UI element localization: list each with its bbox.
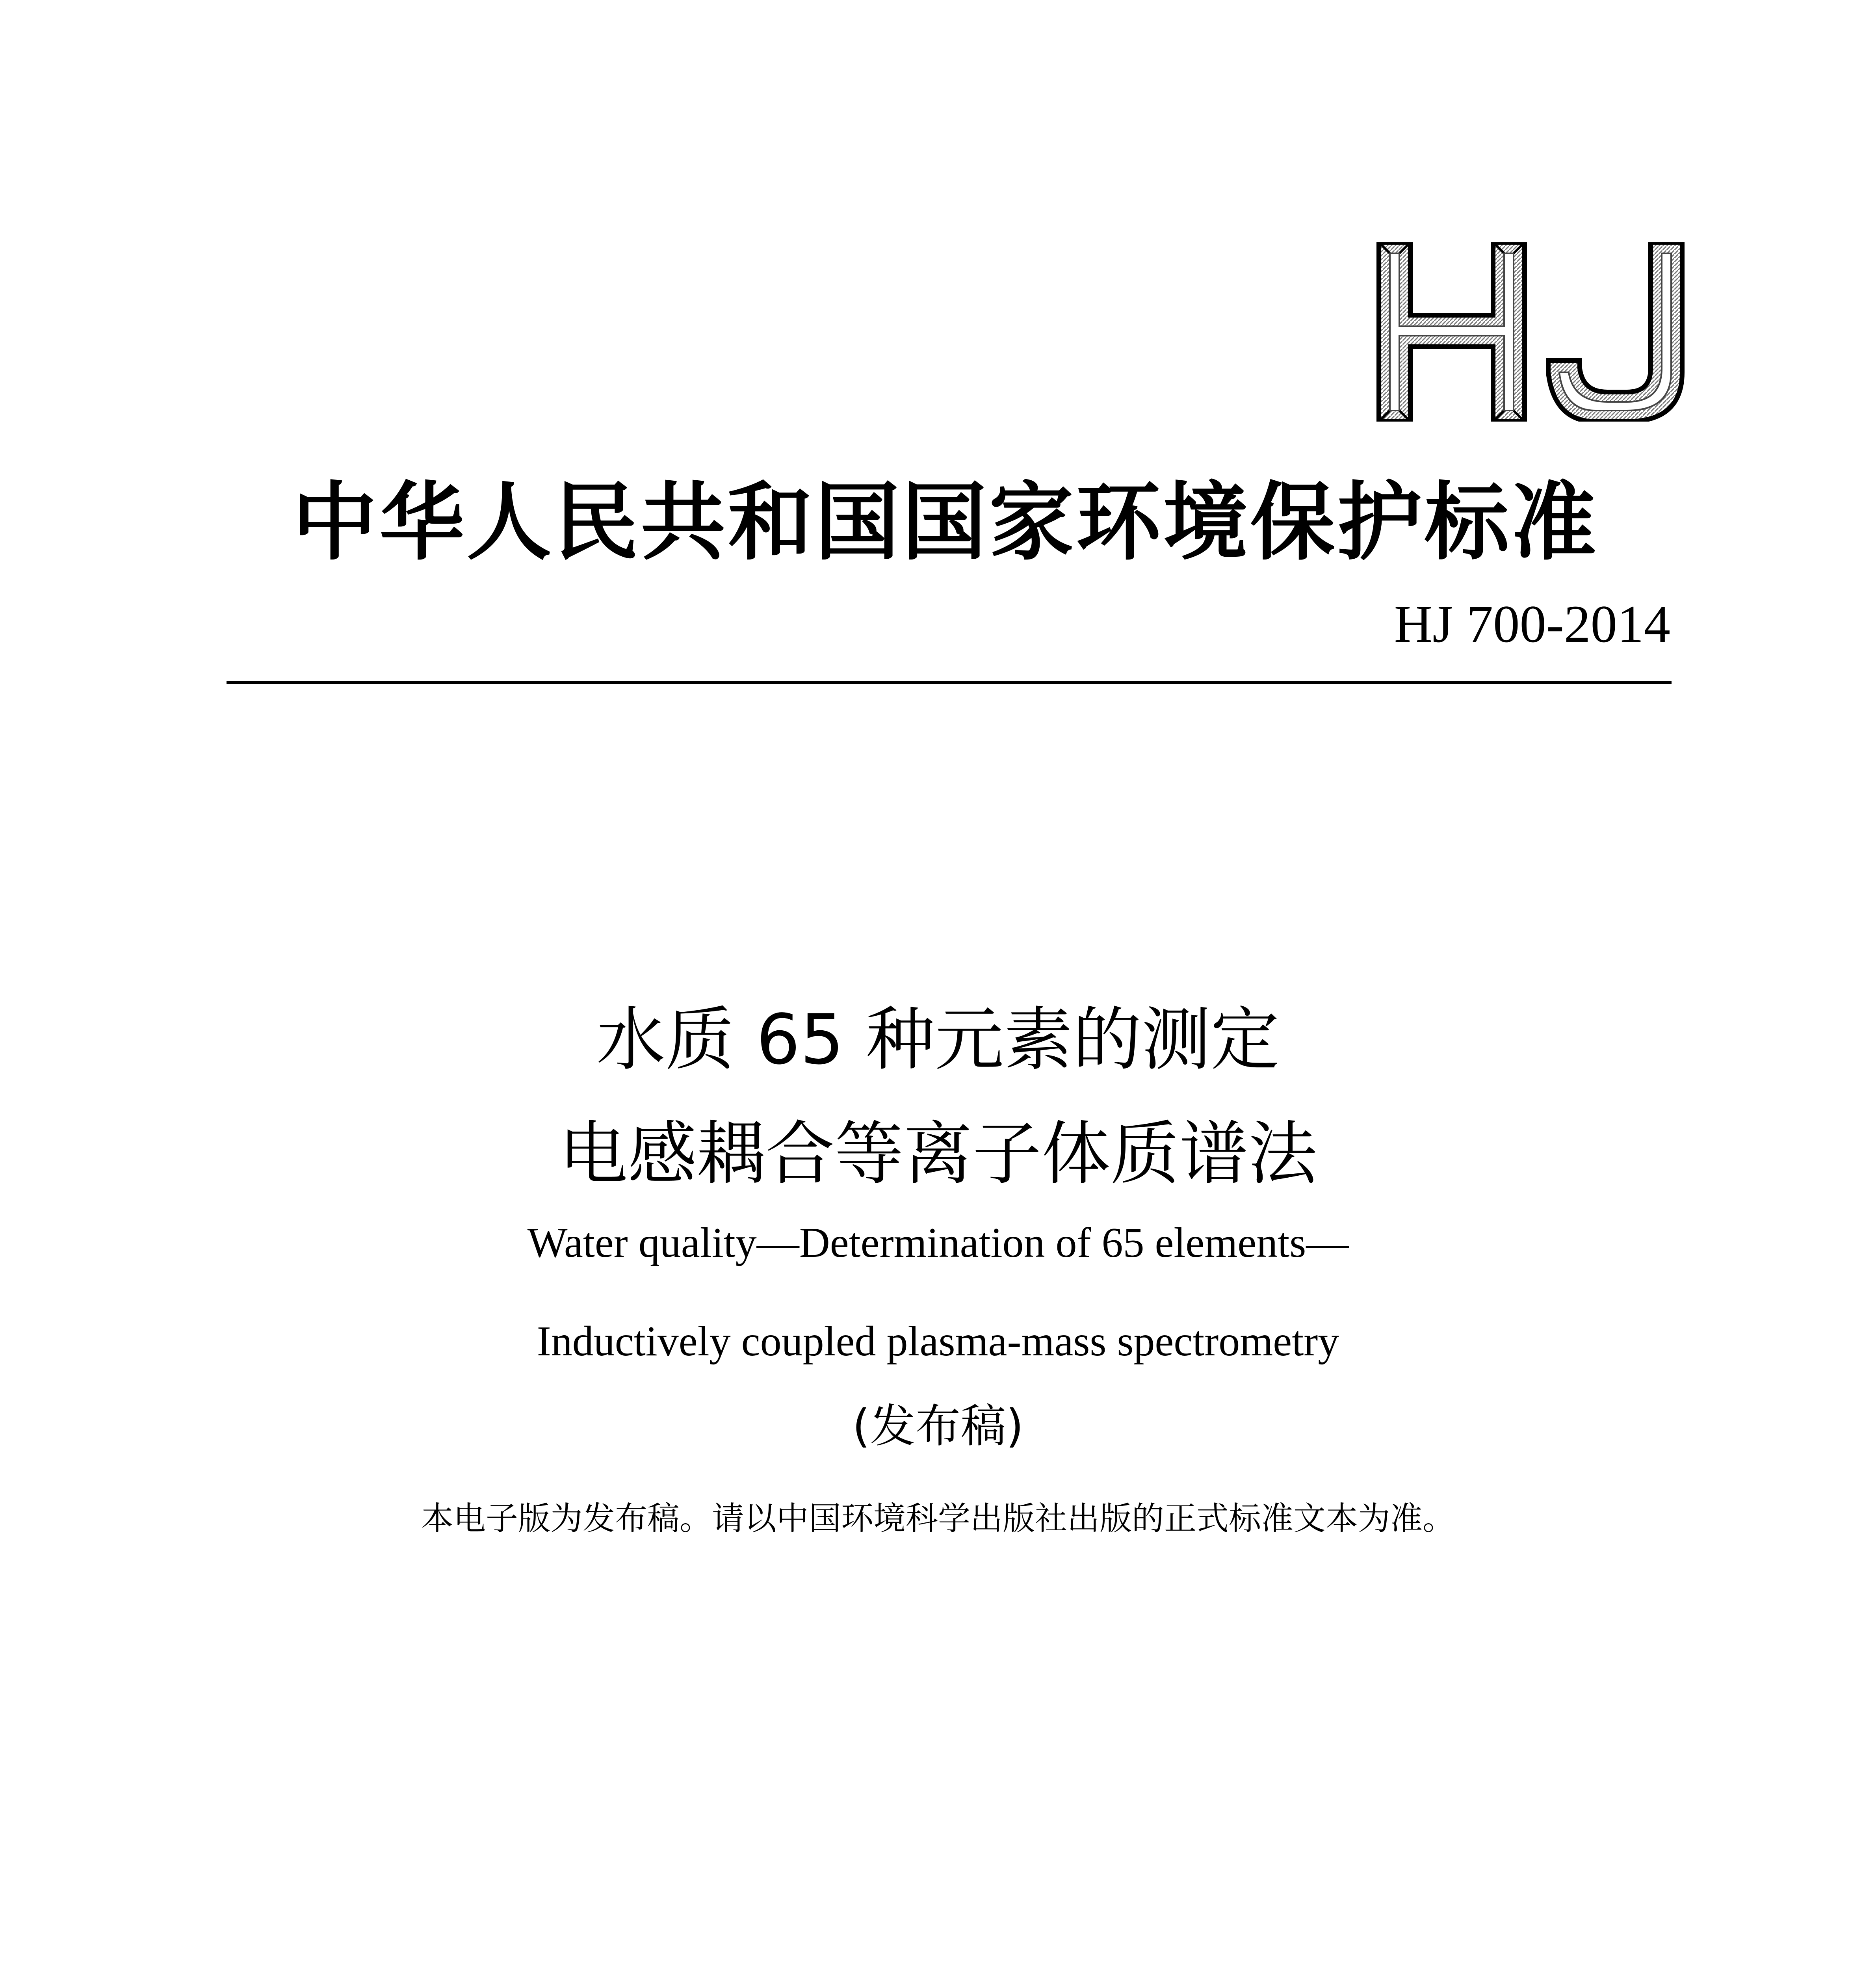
title-cn-line-2: 电感耦合等离子体质谱法	[559, 1114, 1317, 1194]
hj-logo	[1375, 242, 1686, 422]
title-en-line-1: Water quality—Determination of 65 elements—	[527, 1219, 1349, 1266]
standard-number: HJ 700-2014	[1394, 595, 1670, 654]
standard-series-title: 中华人民共和国国家环境保护标准	[292, 472, 1599, 572]
logo-letter-j	[1548, 242, 1682, 422]
logo-letter-h	[1379, 242, 1525, 422]
title-en-line-2: Inductively coupled plasma-mass spectrometry	[537, 1318, 1339, 1365]
edition-notice: 本电子版为发布稿。请以中国环境科学出版社出版的正式标准文本为准。	[421, 1500, 1455, 1537]
header-divider	[227, 681, 1672, 684]
title-cn-line-1: 水质 65 种元素的测定	[596, 1000, 1280, 1080]
draft-mark: (发布稿)	[852, 1400, 1024, 1453]
